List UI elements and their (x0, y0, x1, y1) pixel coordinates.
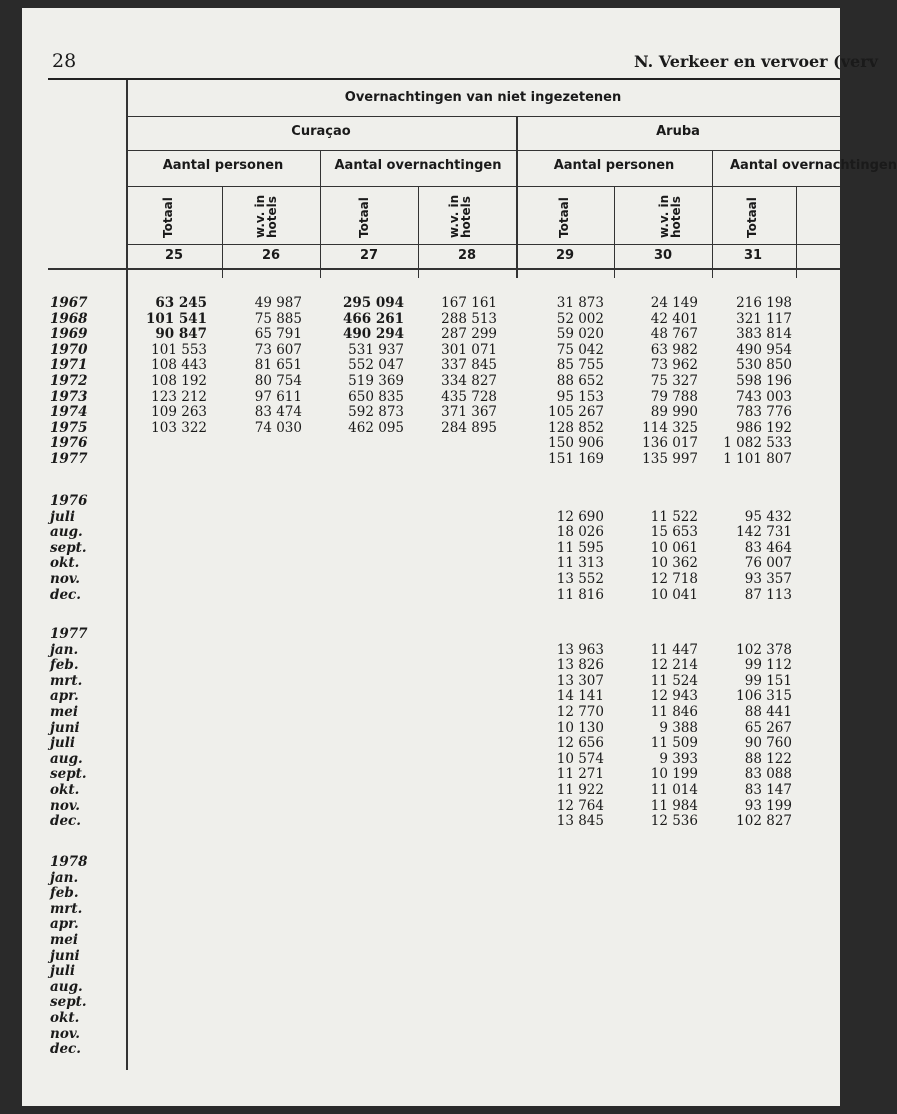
row-label: apr. (50, 688, 79, 705)
table-cell-c31: 530 850 (736, 357, 792, 374)
col-number-31: 31 (743, 248, 763, 263)
table-cell-c28: 337 845 (441, 357, 497, 374)
curacao-header: Curaçao (291, 124, 351, 139)
table-cell-c25: 103 322 (151, 419, 207, 436)
col-number-26: 26 (261, 248, 281, 263)
table-cell-c27: 552 047 (348, 357, 404, 374)
table-cell-c29: 150 906 (548, 435, 604, 452)
table-cell-c30: 12 214 (650, 657, 698, 674)
row-label: feb. (50, 885, 79, 902)
table-cell-c29: 12 764 (556, 797, 604, 814)
row-label: sept. (50, 766, 87, 783)
table-cell-c29: 10 130 (556, 719, 604, 736)
table-cell-c26: 83 474 (254, 404, 302, 421)
col28-header: w.v. in hotels (447, 194, 473, 238)
row-label: 1975 (50, 419, 88, 436)
table-cell-c26: 65 791 (254, 326, 302, 343)
table-cell-c31: 142 731 (736, 524, 792, 541)
row-label: 1978 (50, 854, 88, 870)
row-label: juni (50, 719, 80, 736)
island-divider (516, 116, 518, 278)
table-cell-c30: 79 788 (650, 388, 698, 405)
row-label: dec. (50, 813, 81, 830)
row-label: sept. (50, 994, 87, 1011)
table-cell-c27: 592 873 (348, 404, 404, 421)
table-cell-c31: 321 117 (736, 310, 792, 327)
table-cell-c30: 9 393 (659, 750, 698, 767)
document-page (22, 8, 897, 1106)
row-label: 1974 (50, 404, 88, 421)
table-cell-c31: 83 464 (744, 539, 792, 556)
row-label: aug. (50, 524, 83, 541)
row-label: apr. (50, 916, 79, 933)
table-cell-c31: 102 827 (736, 813, 792, 830)
row-label: feb. (50, 657, 79, 674)
row-label: mrt. (50, 900, 83, 917)
table-cell-c26: 75 885 (254, 310, 302, 327)
main-header: Overnachtingen van niet ingezetenen (344, 90, 622, 105)
row-label: 1973 (50, 388, 88, 405)
table-cell-c29: 12 656 (556, 735, 604, 752)
table-cell-c31: 93 357 (744, 571, 792, 587)
table-cell-c30: 42 401 (650, 310, 698, 327)
table-cell-c29: 95 153 (556, 388, 604, 405)
table-cell-c30: 10 041 (650, 586, 698, 603)
col-number-27: 27 (359, 248, 379, 263)
row-label: mei (50, 704, 79, 720)
row-label: 1969 (50, 326, 88, 343)
table-cell-c30: 11 522 (650, 508, 698, 525)
table-cell-c30: 75 327 (650, 373, 698, 389)
table-cell-c31: 1 101 807 (723, 451, 792, 467)
table-cell-c29: 10 574 (556, 750, 604, 767)
aruba-overnachtingen-header: Aantal overnachtingen (730, 158, 897, 173)
row-label: 1971 (50, 357, 88, 374)
col-number-29: 29 (555, 248, 575, 263)
table-cell-c30: 10 061 (650, 539, 698, 556)
col-divider-29-30 (614, 186, 615, 278)
table-cell-c29: 52 002 (556, 310, 604, 327)
table-cell-c30: 11 014 (650, 782, 698, 798)
col27-header: Totaal (357, 197, 371, 238)
row-label: aug. (50, 978, 83, 995)
table-cell-c30: 11 846 (650, 704, 698, 720)
table-cell-c29: 105 267 (548, 404, 604, 421)
rule-under-island (126, 150, 840, 151)
table-cell-c30: 11 524 (650, 672, 698, 689)
table-cell-c26: 81 651 (254, 357, 302, 374)
col-number-28: 28 (457, 248, 477, 263)
table-cell-c30: 89 990 (650, 404, 698, 421)
table-cell-c27: 531 937 (348, 341, 404, 358)
table-cell-c28: 334 827 (441, 373, 497, 389)
row-label: juli (50, 735, 75, 752)
table-cell-c31: 95 432 (744, 508, 792, 525)
row-label: nov. (50, 571, 81, 587)
table-cell-c29: 85 755 (556, 357, 604, 374)
table-cell-c31: 87 113 (744, 586, 792, 603)
aruba-personen-header: Aantal personen (553, 158, 675, 173)
table-cell-c30: 10 199 (650, 766, 698, 783)
table-cell-c31: 986 192 (736, 419, 792, 436)
rule-under-group (126, 186, 840, 187)
col26-header: w.v. in hotels (253, 194, 279, 238)
table-cell-c30: 135 997 (642, 451, 698, 467)
row-label: 1977 (50, 626, 88, 642)
table-cell-c29: 18 026 (556, 524, 604, 541)
table-cell-c31: 106 315 (736, 688, 792, 705)
table-cell-c29: 12 690 (556, 508, 604, 525)
table-cell-c28: 301 071 (441, 341, 497, 358)
table-cell-c25: 123 212 (151, 388, 207, 405)
table-cell-c27: 295 094 (342, 295, 404, 311)
table-cell-c30: 136 017 (642, 435, 698, 452)
table-cell-c27: 466 261 (342, 310, 404, 327)
table-cell-c29: 13 307 (556, 672, 604, 689)
table-cell-c30: 12 718 (650, 571, 698, 587)
table-cell-c31: 99 151 (744, 672, 792, 689)
table-cell-c29: 31 873 (556, 295, 604, 311)
table-cell-c31: 93 199 (744, 797, 792, 814)
rule-above-colnums (126, 244, 840, 245)
curacao-overnachtingen-header: Aantal overnachtingen (334, 158, 502, 173)
table-cell-c31: 90 760 (744, 735, 792, 752)
row-label: nov. (50, 1025, 81, 1042)
table-cell-c31: 83 147 (744, 782, 792, 798)
table-cell-c30: 12 536 (650, 813, 698, 830)
row-label: sept. (50, 539, 87, 556)
table-cell-c28: 287 299 (441, 326, 497, 343)
col-number-25: 25 (164, 248, 184, 263)
table-cell-c29: 11 816 (556, 586, 604, 603)
page-number: 28 (52, 50, 77, 72)
table-cell-c29: 11 271 (556, 766, 604, 783)
col-divider-31-32 (796, 186, 797, 278)
table-cell-c29: 75 042 (556, 341, 604, 358)
row-label: juli (50, 963, 75, 980)
table-cell-c25: 109 263 (151, 404, 207, 421)
table-cell-c25: 108 443 (151, 357, 207, 374)
table-cell-c26: 73 607 (254, 341, 302, 358)
table-cell-c31: 99 112 (744, 657, 792, 674)
table-cell-c31: 88 122 (744, 750, 792, 767)
row-label: nov. (50, 797, 81, 814)
row-label: aug. (50, 750, 83, 767)
row-label: 1970 (50, 341, 88, 358)
table-cell-c29: 13 963 (556, 641, 604, 658)
table-cell-c31: 83 088 (744, 766, 792, 783)
row-label: okt. (50, 1010, 80, 1026)
table-cell-c28: 435 728 (441, 388, 497, 405)
row-label: 1977 (50, 451, 88, 467)
col29-header: Totaal (557, 197, 571, 238)
table-cell-c30: 11 984 (650, 797, 698, 814)
table-cell-c28: 167 161 (441, 295, 497, 311)
table-cell-c28: 284 895 (441, 419, 497, 436)
table-cell-c31: 743 003 (736, 388, 792, 405)
table-cell-c30: 48 767 (650, 326, 698, 343)
table-cell-c29: 14 141 (556, 688, 604, 705)
row-label: juli (50, 508, 75, 525)
table-cell-c25: 101 541 (145, 310, 207, 327)
table-cell-c28: 288 513 (441, 310, 497, 327)
table-cell-c29: 12 770 (556, 704, 604, 720)
table-cell-c31: 76 007 (744, 555, 792, 572)
stub-divider (126, 80, 128, 1070)
table-cell-c26: 80 754 (254, 373, 302, 389)
table-cell-c30: 11 447 (650, 641, 698, 658)
row-label: mei (50, 932, 79, 948)
rule-under-main-header (126, 116, 840, 117)
table-cell-c31: 216 198 (736, 295, 792, 311)
row-label: mrt. (50, 672, 83, 689)
table-cell-c27: 519 369 (348, 373, 404, 389)
table-cell-c25: 101 553 (151, 341, 207, 358)
table-cell-c29: 151 169 (548, 451, 604, 467)
table-cell-c30: 12 943 (650, 688, 698, 705)
row-label: jan. (50, 869, 79, 886)
row-label: 1967 (50, 295, 88, 311)
row-label: 1972 (50, 373, 88, 389)
table-cell-c29: 13 826 (556, 657, 604, 674)
row-label: okt. (50, 782, 80, 798)
table-cell-c30: 114 325 (642, 419, 698, 436)
row-label: 1976 (50, 493, 88, 509)
table-cell-c27: 490 294 (342, 326, 404, 343)
table-cell-c31: 88 441 (744, 704, 792, 720)
table-cell-c29: 13 845 (556, 813, 604, 830)
table-cell-c31: 598 196 (736, 373, 792, 389)
table-cell-c31: 102 378 (736, 641, 792, 658)
table-cell-c26: 74 030 (254, 419, 302, 436)
row-label: okt. (50, 555, 80, 572)
table-cell-c27: 650 835 (348, 388, 404, 405)
row-label: dec. (50, 586, 81, 603)
table-cell-c30: 9 388 (659, 719, 698, 736)
table-cell-c29: 11 313 (556, 555, 604, 572)
rule-under-colnums (48, 268, 840, 270)
table-cell-c29: 128 852 (548, 419, 604, 436)
table-cell-c29: 13 552 (556, 571, 604, 587)
col31-header: Totaal (745, 197, 759, 238)
row-label: 1968 (50, 310, 88, 327)
aruba-header: Aruba (656, 124, 700, 139)
table-cell-c29: 59 020 (556, 326, 604, 343)
table-cell-c31: 783 776 (736, 404, 792, 421)
table-cell-c25: 90 847 (155, 326, 207, 343)
row-label: jan. (50, 641, 79, 658)
running-head: N. Verkeer en vervoer (verv (634, 52, 878, 71)
table-cell-c31: 383 814 (736, 326, 792, 343)
table-cell-c30: 24 149 (650, 295, 698, 311)
table-cell-c30: 15 653 (650, 524, 698, 541)
table-cell-c30: 11 509 (650, 735, 698, 752)
table-cell-c29: 11 595 (556, 539, 604, 556)
table-cell-c31: 490 954 (736, 341, 792, 358)
table-cell-c29: 11 922 (556, 782, 604, 798)
col-divider-27-28 (418, 186, 419, 278)
col-number-30: 30 (653, 248, 673, 263)
table-cell-c30: 73 962 (650, 357, 698, 374)
row-label: juni (50, 947, 80, 964)
table-cell-c27: 462 095 (348, 419, 404, 436)
table-cell-c31: 1 082 533 (723, 435, 792, 452)
table-cell-c31: 65 267 (744, 719, 792, 736)
top-rule (48, 78, 840, 80)
row-label: 1976 (50, 435, 88, 452)
col30-header: w.v. in hotels (657, 194, 683, 238)
table-cell-c25: 108 192 (151, 373, 207, 389)
table-cell-c29: 88 652 (556, 373, 604, 389)
table-cell-c30: 63 982 (650, 341, 698, 358)
table-cell-c28: 371 367 (441, 404, 497, 421)
table-cell-c26: 97 611 (254, 388, 302, 405)
table-cell-c30: 10 362 (650, 555, 698, 572)
table-cell-c25: 63 245 (155, 295, 207, 311)
table-cell-c26: 49 987 (254, 295, 302, 311)
row-label: dec. (50, 1041, 81, 1058)
col25-header: Totaal (161, 197, 175, 238)
col-divider-25-26 (222, 186, 223, 278)
curacao-personen-header: Aantal personen (162, 158, 284, 173)
